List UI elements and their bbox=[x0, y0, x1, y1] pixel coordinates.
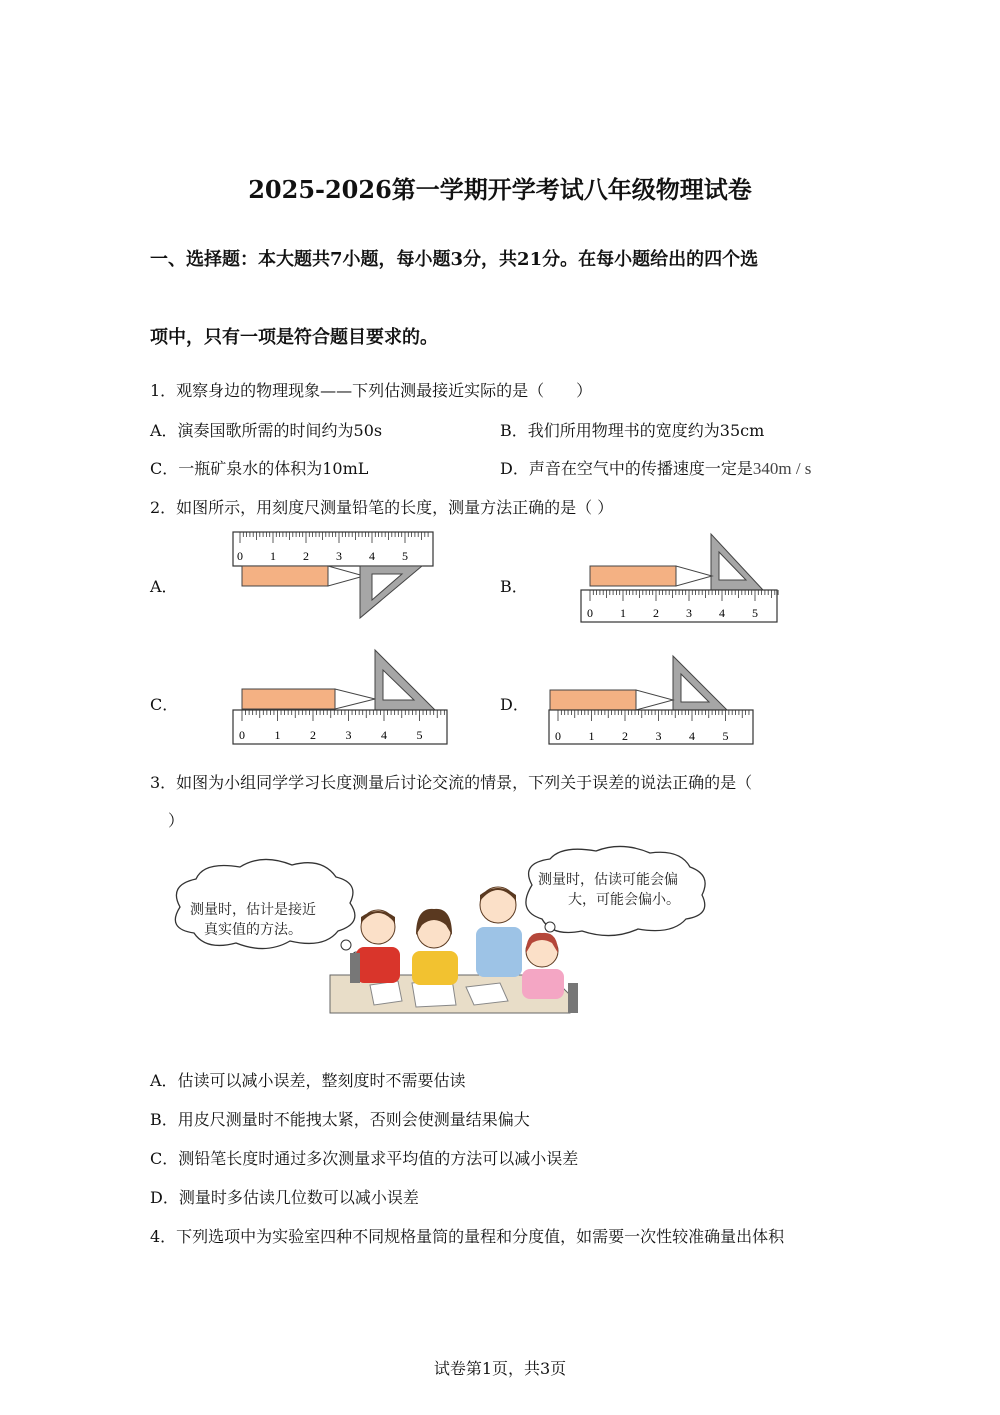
figure-c-ruler-pencil bbox=[230, 648, 450, 748]
q3-option-a: A．估读可以减小误差，整刻度时不需要估读 bbox=[150, 1071, 466, 1090]
q2-stem: 2．如图所示，用刻度尺测量铅笔的长度，测量方法正确的是（ ） bbox=[150, 498, 614, 517]
q2-label-d: D． bbox=[500, 695, 529, 714]
section-heading-line2: 项中，只有一项是符合题目要求的。 bbox=[150, 327, 438, 348]
chair-left bbox=[350, 953, 360, 983]
ruler-tick-label: 4 bbox=[369, 549, 375, 563]
ruler-tick-label: 1 bbox=[270, 549, 276, 563]
pencil-a-tip bbox=[328, 566, 364, 586]
q3-option-d: D．测量时多估读几位数可以减小误差 bbox=[150, 1188, 419, 1207]
student-boy-blue bbox=[476, 887, 522, 977]
ruler-tick-label: 4 bbox=[689, 729, 695, 743]
figure-a-ruler-pencil bbox=[230, 530, 440, 620]
ruler-tick-label: 3 bbox=[686, 606, 692, 620]
q1-option-a: A．演奏国歌所需的时间约为50s bbox=[150, 421, 383, 440]
page-footer: 试卷第1页，共3页 bbox=[433, 1359, 567, 1378]
q3-stem-line1: 3．如图为小组同学学习长度测量后讨论交流的情景，下列关于误差的说法正确的是（ bbox=[150, 773, 753, 792]
ruler-tick-label: 1 bbox=[620, 606, 626, 620]
pencil-c-body bbox=[242, 689, 335, 709]
pencil-c-tip bbox=[335, 689, 375, 709]
thought-bubble-right bbox=[526, 846, 705, 942]
q1-option-c: C．一瓶矿泉水的体积为10mL bbox=[150, 459, 369, 478]
ruler-tick-label: 4 bbox=[719, 606, 725, 620]
q3-option-c: C．测铅笔长度时通过多次测量求平均值的方法可以减小误差 bbox=[150, 1149, 579, 1168]
bubble-left-line2: 真实值的方法。 bbox=[204, 922, 302, 938]
q4-stem: 4．下列选项中为实验室四种不同规格量筒的量程和分度值，如需要一次性较准确量出体积 bbox=[150, 1227, 785, 1246]
page-title: 2025-2026第一学期开学考试八年级物理试卷 bbox=[248, 175, 752, 204]
ruler-tick-label: 1 bbox=[588, 729, 595, 743]
ruler-tick-label: 2 bbox=[622, 729, 628, 743]
pencil-b-tip bbox=[676, 566, 712, 586]
figure-d-ruler-pencil bbox=[547, 652, 757, 747]
pencil-d-tip bbox=[636, 690, 673, 710]
q1-option-b: B．我们所用物理书的宽度约为35cm bbox=[500, 421, 765, 440]
ruler-tick-label: 2 bbox=[653, 606, 659, 620]
figure-b-ruler-pencil bbox=[578, 532, 783, 627]
student-boy-left bbox=[356, 910, 400, 983]
ruler-tick-label: 3 bbox=[655, 729, 662, 743]
section-heading-line1: 一、选择题：本大题共7小题，每小题3分，共21分。在每小题给出的四个选 bbox=[150, 249, 759, 270]
ruler-tick-label: 0 bbox=[555, 729, 561, 743]
ruler-tick-label: 2 bbox=[310, 728, 316, 742]
discussion-illustration bbox=[160, 845, 730, 1025]
q2-label-c: C． bbox=[150, 695, 179, 714]
ruler-tick-label: 0 bbox=[239, 728, 245, 742]
ruler-tick-label: 0 bbox=[237, 549, 243, 563]
ruler-tick-label: 3 bbox=[345, 728, 352, 742]
ruler-tick-label: 1 bbox=[274, 728, 281, 742]
thought-bubble-left bbox=[175, 859, 359, 958]
student-girl-pink bbox=[522, 933, 564, 999]
pencil-b-body bbox=[590, 566, 676, 586]
q1-stem: 1．观察身边的物理现象——下列估测最接近实际的是（ ） bbox=[150, 381, 593, 400]
chair-right bbox=[568, 983, 578, 1013]
q3-option-b: B．用皮尺测量时不能拽太紧，否则会使测量结果偏大 bbox=[150, 1110, 530, 1129]
ruler-tick-label: 3 bbox=[336, 549, 342, 563]
pencil-a-body bbox=[242, 566, 328, 586]
q1-option-d-text: D．声音在空气中的传播速度一定是 bbox=[500, 459, 753, 478]
student-girl-yellow bbox=[412, 909, 458, 985]
ruler-tick-label: 5 bbox=[752, 606, 758, 620]
ruler-tick-label: 4 bbox=[381, 728, 387, 742]
pencil-d-body bbox=[550, 690, 636, 710]
bubble-left-line1: 测量时，估计是接近 bbox=[190, 902, 316, 918]
q1-option-d-value: 340m / s bbox=[752, 459, 812, 478]
ruler-tick-label: 0 bbox=[587, 606, 593, 620]
ruler-c bbox=[233, 710, 447, 744]
q1-option-d bbox=[500, 456, 811, 479]
q3-stem-line2: ） bbox=[168, 811, 185, 830]
ruler-tick-label: 2 bbox=[303, 549, 309, 563]
ruler-tick-label: 5 bbox=[722, 729, 729, 743]
ruler-tick-label: 5 bbox=[416, 728, 423, 742]
bubble-right-line1: 测量时，估读可能会偏 bbox=[538, 872, 678, 888]
q2-label-a: A． bbox=[150, 577, 178, 596]
q2-label-b: B． bbox=[500, 577, 528, 596]
ruler-tick-label: 5 bbox=[402, 549, 408, 563]
bubble-right-line2: 大，可能会偏小。 bbox=[568, 892, 680, 908]
